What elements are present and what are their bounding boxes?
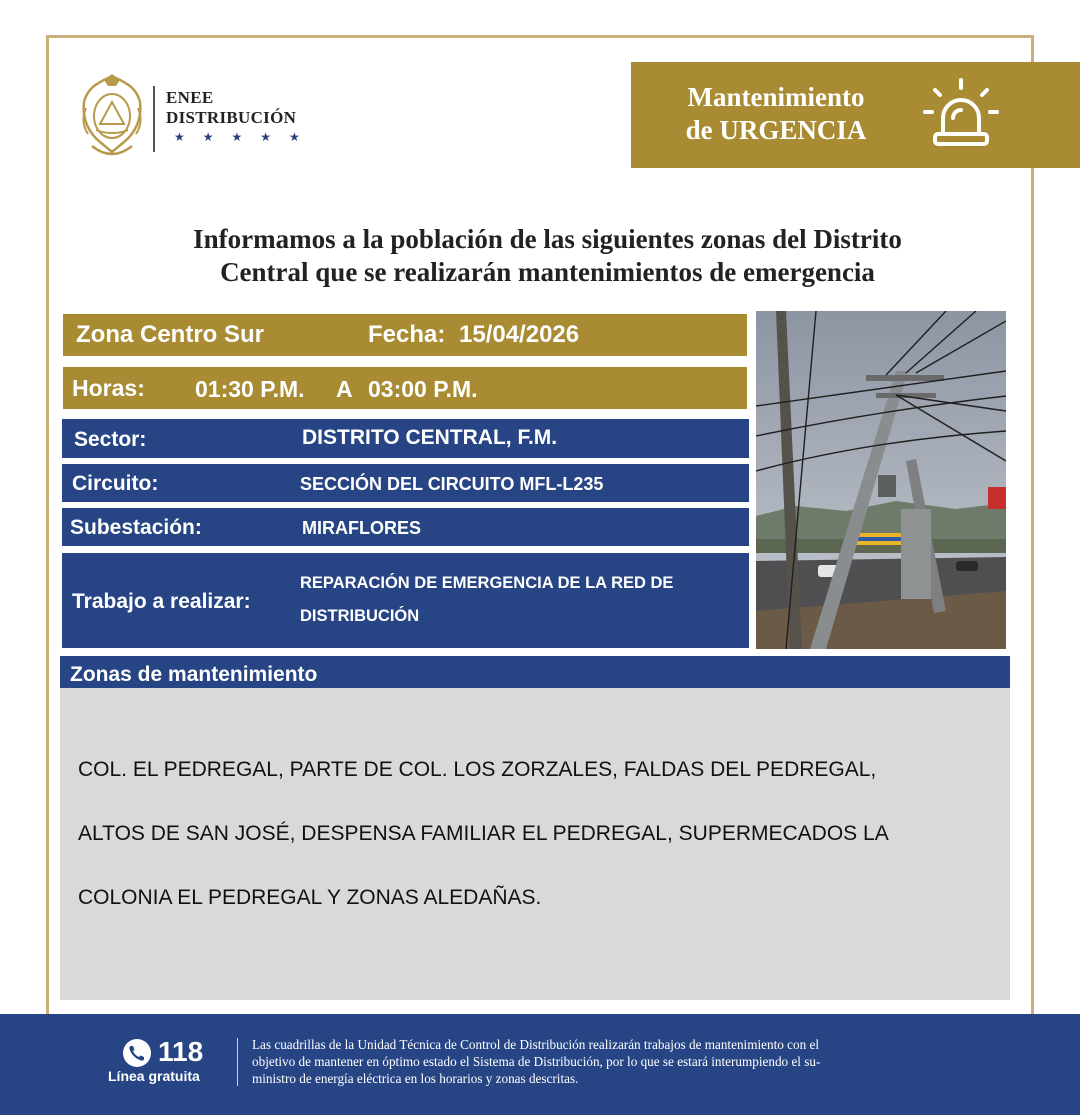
logo-line1: ENEE [166, 88, 214, 107]
circuito-value: SECCIÓN DEL CIRCUITO MFL-L235 [300, 474, 604, 494]
enee-logo [78, 72, 338, 162]
fecha-value: 15/04/2026 [459, 321, 580, 348]
badge-line1: Mantenimiento [687, 82, 865, 112]
emergency-light-icon [921, 74, 1001, 154]
hora-fin: 03:00 P.M. [368, 376, 478, 402]
subestacion-value: MIRAFLORES [302, 518, 421, 538]
zones-line1: COL. EL PEDREGAL, PARTE DE COL. LOS ZORZALES, FALDAS DEL PEDREGAL, [78, 758, 877, 781]
zones-list [78, 738, 988, 930]
zones-title: Zonas de mantenimiento [70, 663, 318, 686]
horas-row [63, 367, 747, 409]
footer-line2: objetivo de mantener en óptimo estado el Sistema de Distribución, por lo que se estará interumpiendo el su- [252, 1054, 821, 1069]
zona-fecha-row [63, 314, 747, 356]
zones-line2: ALTOS DE SAN JOSÉ, DESPENSA FAMILIAR EL PEDREGAL, SUPERMECADOS LA [78, 822, 889, 845]
hora-separator: A [336, 376, 353, 402]
hotline-number: 118 [158, 1036, 204, 1067]
footer-divider [237, 1038, 238, 1086]
logo-line2: DISTRIBUCIÓN [166, 108, 297, 127]
zones-box [60, 688, 1010, 1000]
subestacion-label: Subestación: [70, 516, 202, 539]
sector-label: Sector: [74, 428, 147, 451]
footer [0, 1014, 1080, 1115]
trabajo-label: Trabajo a realizar: [72, 590, 251, 613]
intro-line2: Central que se realizarán mantenimientos de emergencia [220, 257, 875, 287]
logo-stars: ★★★★★ [174, 130, 318, 144]
footer-notice [252, 1036, 1012, 1087]
subestacion-row [62, 508, 749, 546]
intro-line1: Informamos a la población de las siguientes zonas del Distrito [193, 224, 902, 254]
coat-of-arms-icon [78, 72, 146, 160]
zona-value: Zona Centro Sur [76, 321, 265, 348]
badge-title [651, 81, 901, 147]
footer-line1: Las cuadrillas de la Unidad Técnica de Control de Distribución realizarán trabajos de mantenimiento con el [252, 1037, 819, 1052]
hotline-label: Línea gratuita [108, 1068, 200, 1084]
damaged-pole-photo [756, 311, 1006, 649]
hora-inicio: 01:30 P.M. [195, 376, 305, 402]
phone-icon [122, 1038, 152, 1068]
badge-line2: de URGENCIA [685, 115, 867, 145]
sector-value: DISTRITO CENTRAL, F.M. [302, 426, 558, 449]
circuito-label: Circuito: [72, 472, 159, 495]
trabajo-row [62, 553, 749, 648]
fecha-label: Fecha: [368, 321, 446, 348]
zones-header [60, 656, 1010, 688]
circuito-row [62, 464, 749, 502]
sector-row [62, 419, 749, 458]
footer-line3: ministro de energía eléctrica en los horarios y zonas descritas. [252, 1071, 579, 1086]
logo-divider [153, 86, 155, 152]
horas-label: Horas: [72, 375, 145, 401]
trabajo-line1: REPARACIÓN DE EMERGENCIA DE LA RED DE [300, 574, 674, 592]
trabajo-line2: DISTRIBUCIÓN [300, 607, 420, 625]
zones-line3: COLONIA EL PEDREGAL Y ZONAS ALEDAÑAS. [78, 886, 542, 909]
intro-text [80, 223, 1015, 289]
urgency-badge [631, 62, 1080, 168]
